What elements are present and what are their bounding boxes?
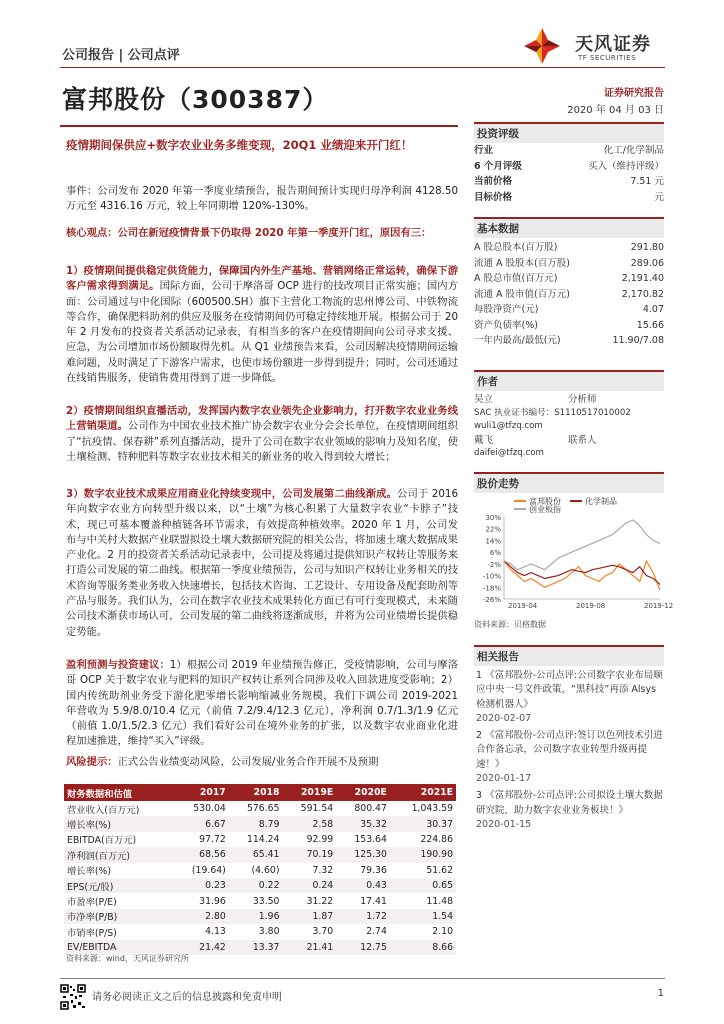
point-1-lead: 1）疫情期间提供稳定供货能力，保障国内外生产基地、营销网络正常运转，确保下游客户需求得到满足。 xyxy=(66,265,458,293)
financials-cell: 1.96 xyxy=(229,909,283,924)
financials-cell: 市销率(P/S) xyxy=(67,927,117,939)
fin-header: 2018 xyxy=(229,784,283,801)
basic-data-panel xyxy=(474,217,664,349)
fin-header: 2017 xyxy=(173,784,229,801)
financials-row xyxy=(64,878,456,893)
financials-cell: 增长率(%) xyxy=(67,866,111,878)
author-1-sac: SAC 执业证书编号：S1110517010002 xyxy=(474,407,631,418)
basic-data-row xyxy=(474,318,664,334)
y-tick-label: -18% xyxy=(482,584,501,593)
financials-cell: 31.96 xyxy=(199,895,226,907)
y-tick-label: 14% xyxy=(485,537,501,546)
authors-section-title: 作者 xyxy=(474,370,664,391)
footer-disclaimer: 请务必阅读正文之后的信息披露和免责申明 xyxy=(92,992,282,1003)
financials-cell: 1.72 xyxy=(336,909,390,924)
basic-data-label: 流通 A 股股本(百万股) xyxy=(474,257,570,269)
rating-row xyxy=(474,143,664,159)
basic-data-row xyxy=(474,271,664,287)
report-category: 公司报告 | 公司点评 xyxy=(62,48,180,63)
rating-row xyxy=(474,190,664,206)
fin-header: 财务数据和估值 xyxy=(64,784,173,801)
fin-header: 2019E xyxy=(282,784,336,801)
related-report-title[interactable]: 1 《富邦股份-公司点评:公司数字农业布局顺应中央一号文件政策，“黑科技”再添 Alsys 检测机器人》 xyxy=(476,670,663,710)
basic-data-value: 291.80 xyxy=(630,242,664,253)
y-tick-label: -2% xyxy=(487,560,501,569)
financials-cell: 530.04 xyxy=(193,803,226,815)
point-2-text: 公司作为中国农业技术推广协会数字农业分会会长单位，在疫情期间组织了“抗疫情、保春耕”系列直播活动，提升了公司在数字农业领域的影响力及知名度，使土壤检测、特种肥料等数字农业技术相关的新业务的收入得到较大增长； xyxy=(66,420,459,463)
financials-cell: 8.66 xyxy=(390,940,456,955)
financials-cell: 7.32 xyxy=(312,864,334,876)
financials-row xyxy=(64,816,456,831)
financials-row xyxy=(64,832,456,847)
rating-row xyxy=(474,174,664,190)
basic-data-value: 2,191.40 xyxy=(621,273,664,284)
financials-cell: 800.47 xyxy=(354,803,387,815)
financials-cell: 营业收入(百万元) xyxy=(67,804,140,816)
point-3-text: 公司于 2016 年向数字农业方向转型升级以来，以“土壤”为核心积累了大量数字农业“卡脖子”技术，现已可基本覆盖种植链各环节需求，有效提高种植效率。2020 年 1 月，公司发布与中关村大数据产业联盟拟设土壤大数据研究院的相关公告，将加速土壤大数据成果产业化。2 月的投资者关系活动记录表中，公司提及将通过提供知识产权转让等服务来打造公司发展的第二曲线。根据第一季度业绩预告，公司与知识产权转让业务相关的技术咨询等服务类业务收入快速增长，包括技术咨询、工艺设计、专用设备及配套助剂等产品与服务。我们认为，公司在数字农业技术成果转化方面已有可行变现模式，未来随公司技术渐获市场认可，公司发展的第二曲线将逐渐成形，并将为公司业绩增长提供稳定势能。 xyxy=(66,488,458,638)
author-1-role: 分析师 xyxy=(568,394,597,405)
financials-cell: 8.79 xyxy=(229,816,283,831)
financials-cell: 68.56 xyxy=(173,847,229,862)
chart-source: 资料来源：贝格数据 xyxy=(474,620,546,629)
financials-cell: 224.86 xyxy=(420,833,453,845)
x-tick-label: 2019-12 xyxy=(644,602,674,610)
financials-row xyxy=(64,893,456,908)
financials-cell: 70.19 xyxy=(282,847,336,862)
page-title: 富邦股份（300387） xyxy=(62,85,329,114)
legend-label: 创业板指 xyxy=(529,505,561,514)
financials-source: 资料来源：wind，天风证券研究所 xyxy=(66,954,189,963)
author-2-name: 戴飞 xyxy=(474,434,494,446)
basic-data-row xyxy=(474,240,664,256)
rating-label: 当前价格 xyxy=(474,176,513,187)
x-tick-label: 2019-08 xyxy=(576,602,606,610)
basic-data-row xyxy=(474,302,664,318)
financials-cell: 97.72 xyxy=(199,833,226,845)
brand-sub: TF SECURITIES xyxy=(578,54,637,62)
financials-cell: 576.65 xyxy=(246,803,280,815)
point-1 xyxy=(66,264,458,386)
financials-cell: 92.99 xyxy=(306,833,334,845)
financials-cell: 17.41 xyxy=(360,895,387,907)
financials-header-row xyxy=(64,784,456,801)
financials-cell: 125.30 xyxy=(336,847,390,862)
financials-cell: 12.75 xyxy=(336,940,390,955)
legend-label: 化学制品 xyxy=(585,497,617,506)
financials-cell: 2.58 xyxy=(282,816,336,831)
basic-section-title: 基本数据 xyxy=(474,217,664,238)
basic-data-label: 一年内最高/最低(元) xyxy=(474,335,561,346)
basic-data-label: 每股净资产(元) xyxy=(474,304,539,315)
financials-cell: 0.22 xyxy=(229,878,283,893)
basic-data-value: 4.07 xyxy=(642,304,664,315)
financials-cell: 153.64 xyxy=(354,833,387,845)
qr-code-icon xyxy=(60,984,86,1010)
financials-cell: 0.23 xyxy=(173,878,229,893)
related-report-title[interactable]: 3 《富邦股份-公司点评:公司拟设土壤大数据研究院，助力数字农业业务板块！》 xyxy=(476,790,663,816)
rating-value: 元 xyxy=(654,191,664,203)
basic-data-row xyxy=(474,256,664,272)
basic-data-label: A 股总股本(百万股) xyxy=(474,242,558,253)
author-2-email[interactable]: daifei@tfzq.com xyxy=(474,448,544,458)
financials-cell: 3.80 xyxy=(258,926,280,938)
risk-text: 正式公告业绩变动风险，公司发展/业务合作开展不及预期 xyxy=(117,756,379,768)
point-1-text: 国际方面，公司于摩洛哥 OCP 进行的技改项目正常实施；国内方面：公司通过与中化国际（600500.SH）旗下主营化工物流的忠州博公司、中铁物流等合作，确保肥料助剂的供应及服务在疫情期间仍可稳定持续地开展。根据公司于 20 年 2 月发布的投资者关系活动记录表，有相当多的客户在疫情期间向公司寻求支援、应急，为公司增加市场份额取得先机。从 Q1 业绩预告来看，公司因解决疫情期间运输难问题，及时满足了下游客户需求，也使市场份额进一步得到提升；同时，公司还通过在线销售服务，使销售费用得到了进一步降低。 xyxy=(66,280,458,385)
financials-cell: 65.41 xyxy=(229,847,283,862)
related-report-item[interactable] xyxy=(476,729,664,786)
event-paragraph: 事件：公司发布 2020 年第一季度业绩预告，报告期间预计实现归母净利润 4128.50 万元至 4316.16 万元，较上年同期增 120%-130%。 xyxy=(66,185,458,213)
financials-cell: 30.37 xyxy=(390,816,456,831)
title-divider xyxy=(60,125,458,127)
financials-cell: EBITDA(百万元) xyxy=(67,835,137,847)
series-line-2 xyxy=(504,561,660,585)
y-tick-label: 6% xyxy=(489,549,501,558)
financials-cell: 2.80 xyxy=(173,909,229,924)
related-report-date: 2020-02-07 xyxy=(476,712,532,724)
brand-name: 天风证券 xyxy=(575,34,651,55)
y-tick-label: -26% xyxy=(482,596,501,604)
y-tick-label: 22% xyxy=(485,525,501,534)
basic-data-row xyxy=(474,333,664,349)
risk-paragraph xyxy=(66,755,458,770)
rating-value: 化工/化学制品 xyxy=(603,145,664,156)
financials-cell: (19.64) xyxy=(191,864,226,876)
report-subtitle: 疫情期间保供应+数字农业业务多维变现，20Q1 业绩迎来开门红！ xyxy=(66,138,413,152)
stock-chart-panel xyxy=(474,472,674,630)
forecast-paragraph xyxy=(66,658,458,750)
financials-cell: 1.54 xyxy=(390,909,456,924)
financials-cell: 0.65 xyxy=(390,878,456,893)
financials-cell: 51.62 xyxy=(426,864,453,876)
author-1-email[interactable]: wuli1@tfzq.com xyxy=(474,421,543,431)
rating-row xyxy=(474,159,664,175)
y-tick-label: 30% xyxy=(485,514,501,522)
related-report-date: 2020-01-17 xyxy=(476,773,532,785)
financials-cell: (4.60) xyxy=(251,864,280,876)
related-report-date: 2020-01-15 xyxy=(476,818,532,830)
series-line-3 xyxy=(504,520,660,570)
basic-data-label: A 股总市值(百万元) xyxy=(474,273,558,284)
financials-row xyxy=(64,924,456,939)
point-3 xyxy=(66,487,458,640)
financials-cell: 6.67 xyxy=(173,816,229,831)
forecast-text: 1）根据公司 2019 年业绩预告修正，受疫情影响，公司与摩洛哥 OCP 关于数字农业与肥料的知识产权转让系列合同涉及收入回款进度受影响；2）国内传统助剂业务受下游化肥零增长影响缩减业务规模，我们下调公司 2019-2021 年营收为 5.9/8.0/10.4 亿元（前值 7.2/9.4/12.3 亿元），净利润 0.7/1.3/1.9 亿元（前值 1.0/1.5/2.3 亿元）我们看好公司在境外业务的扩张，以及数字农业商业化进程加速推进，维持“买入”评级。 xyxy=(66,659,459,748)
financials-cell: 11.48 xyxy=(426,895,453,907)
financials-row xyxy=(64,909,456,924)
financials-table xyxy=(64,784,456,955)
basic-data-value: 289.06 xyxy=(630,257,664,269)
financials-cell: 33.50 xyxy=(252,895,280,907)
rating-label: 目标价格 xyxy=(474,191,513,203)
financials-cell: 591.54 xyxy=(300,803,334,815)
financials-cell: 21.41 xyxy=(282,940,336,955)
basic-data-value: 15.66 xyxy=(636,319,664,331)
financials-cell: 35.32 xyxy=(336,816,390,831)
financials-cell: 2.74 xyxy=(366,926,387,938)
financials-cell: 190.90 xyxy=(390,847,456,862)
author-2-role: 联系人 xyxy=(568,434,597,446)
financials-cell: 0.43 xyxy=(336,878,390,893)
chart-title: 股价走势 xyxy=(474,472,664,493)
author-1-name: 吴立 xyxy=(474,394,494,405)
financials-cell: 21.42 xyxy=(173,940,229,955)
financials-cell: 79.36 xyxy=(360,864,387,876)
header-divider xyxy=(60,67,665,68)
basic-data-row xyxy=(474,287,664,303)
financials-cell: 增长率(%) xyxy=(64,816,173,831)
footer-divider xyxy=(60,978,665,979)
fin-header: 2021E xyxy=(390,784,456,801)
stock-price-chart xyxy=(474,493,674,613)
financials-cell: 13.37 xyxy=(229,940,283,955)
related-report-title[interactable]: 2 《富邦股份-公司点评:签订以色列技术引进合作备忘录，公司数字农业转型升级再提速！》 xyxy=(476,730,663,770)
research-label: 证券研究报告 xyxy=(604,88,664,99)
rating-label: 6 个月评级 xyxy=(474,160,522,172)
financials-row xyxy=(64,801,456,816)
page-number: 1 xyxy=(657,988,664,999)
rating-panel xyxy=(474,122,664,205)
y-tick-label: -10% xyxy=(482,572,501,581)
risk-lead: 风险提示： xyxy=(66,756,118,768)
financials-cell: EPS(元/股) xyxy=(64,878,173,893)
financials-cell: 1,043.59 xyxy=(411,803,453,815)
forecast-lead: 盈利预测与投资建议： xyxy=(66,659,170,671)
financials-cell: 31.22 xyxy=(306,895,334,907)
rating-section-title: 投资评级 xyxy=(474,122,664,143)
authors-panel xyxy=(474,370,664,461)
financials-cell: EV/EBITDA xyxy=(64,940,173,955)
financials-cell: 1.87 xyxy=(282,909,336,924)
financials-cell: 3.70 xyxy=(312,926,334,938)
legend-label: 富邦股份 xyxy=(529,497,561,506)
financials-row xyxy=(64,847,456,862)
rating-value: 买入（维持评级） xyxy=(587,160,664,172)
report-date: 2020 年 04 月 03 日 xyxy=(567,105,664,116)
point-2-lead: 2）疫情期间组织直播活动，发挥国内数字农业领先企业影响力，打开数字农业业务线上营销渠道。 xyxy=(66,405,458,433)
basic-data-label: 资产负债率(%) xyxy=(474,319,538,331)
point-3-lead: 3）数字农业技术成果应用商业化持续变现中，公司发展第二曲线渐成。 xyxy=(66,488,398,500)
financials-cell: 4.13 xyxy=(205,926,226,938)
related-section-title: 相关报告 xyxy=(474,645,664,666)
x-tick-label: 2019-04 xyxy=(508,602,538,610)
financials-cell: 净利润(百万元) xyxy=(64,847,173,862)
rating-value: 7.51 元 xyxy=(630,176,664,187)
core-view: 核心观点：公司在新冠疫情背景下仍取得 2020 年第一季度开门红，原因有三： xyxy=(66,227,432,239)
fin-header: 2020E xyxy=(336,784,390,801)
financials-row xyxy=(64,863,456,878)
basic-data-value: 11.90/7.08 xyxy=(612,335,664,346)
basic-data-label: 流通 A 股市值(百万元) xyxy=(474,288,570,300)
financials-cell: 市净率(P/B) xyxy=(64,909,173,924)
related-report-item[interactable] xyxy=(476,669,664,726)
rating-label: 行业 xyxy=(474,145,494,156)
basic-data-value: 2,170.82 xyxy=(621,288,664,300)
financials-cell: 0.24 xyxy=(282,878,336,893)
financials-cell: 2.10 xyxy=(432,926,453,938)
financials-cell: 114.24 xyxy=(246,833,280,845)
related-report-item[interactable] xyxy=(476,789,664,832)
point-2 xyxy=(66,404,458,465)
financials-cell: 市盈率(P/E) xyxy=(67,897,117,909)
related-panel xyxy=(474,645,664,832)
